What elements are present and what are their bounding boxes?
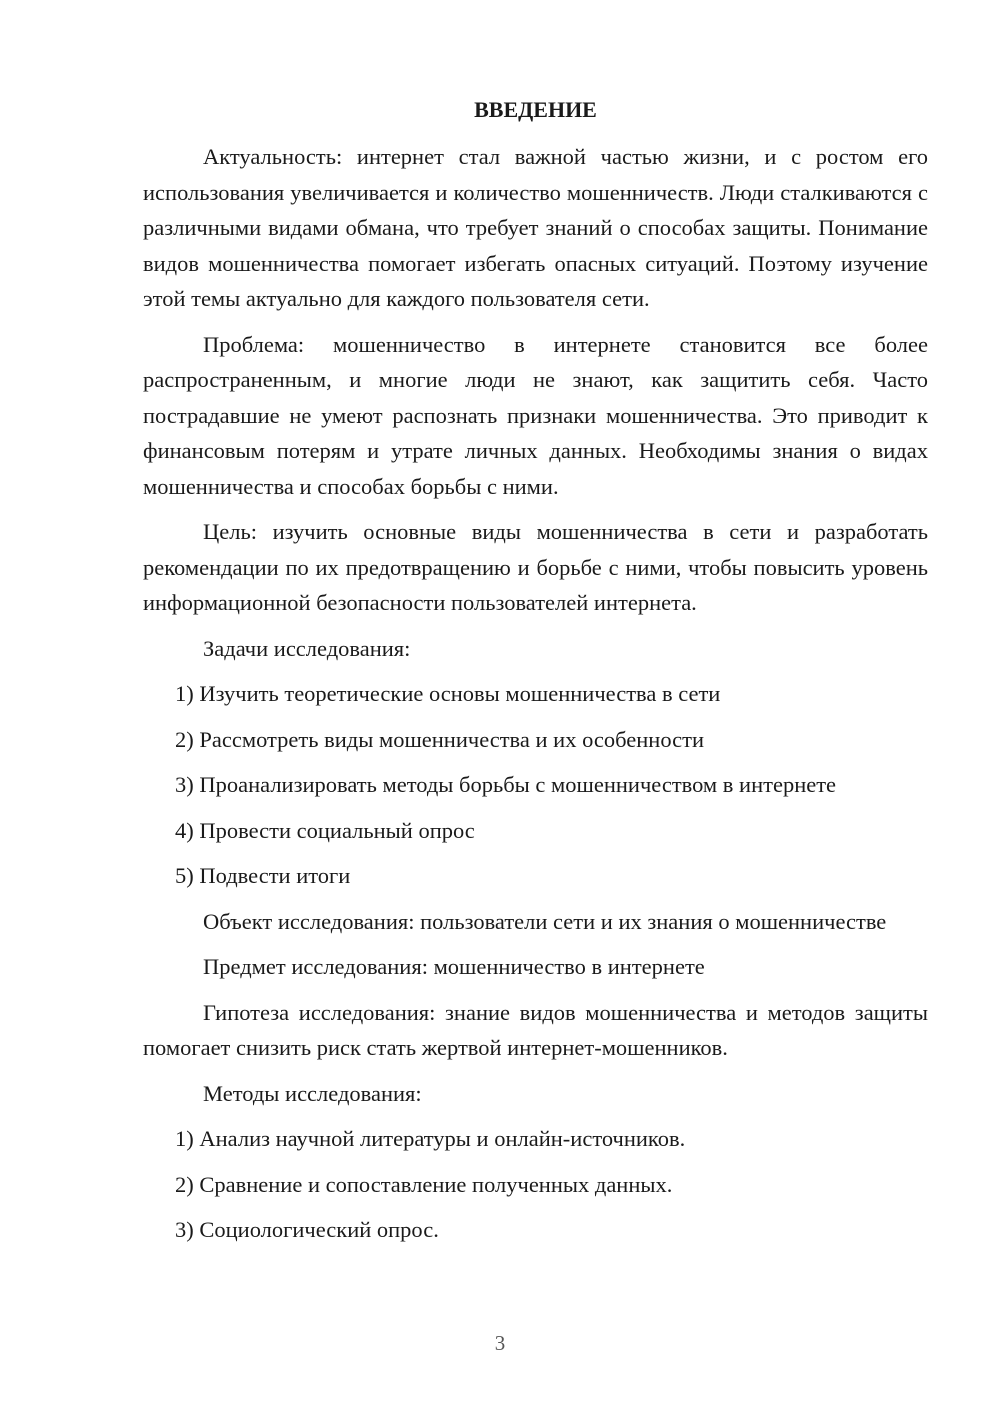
- list-item: 2) Сравнение и сопоставление полученных данных.: [175, 1171, 673, 1197]
- list-item: 1) Анализ научной литературы и онлайн-источников.: [175, 1126, 686, 1151]
- object-paragraph: Объект исследования: пользователи сети и их знания о мошенничестве: [203, 908, 887, 934]
- list-item: 4) Провести социальный опрос: [175, 817, 475, 843]
- list-item: 2) Рассмотреть виды мошенничества и их особенности: [175, 726, 705, 752]
- list-item: 3) Социологический опрос.: [175, 1217, 439, 1242]
- subject-paragraph: Предмет исследования: мошенничество в интернете: [203, 954, 705, 979]
- document-page: [143, 90, 928, 1258]
- relevance-paragraph: Актуальность: интернет стал важной частью жизни, и с ростом его использования увеличивается и количество мошенничеств. Люди сталкиваются с различными видами обмана, что требует знаний о способах защиты. Понимание видов мошенничества помогает избегать опасных ситуаций. Поэтому изучение этой темы актуально для каждого пользователя сети.: [143, 144, 928, 311]
- list-item: 3) Проанализировать методы борьбы с мошенничеством в интернете: [175, 772, 837, 797]
- page-number: 3: [494, 1331, 506, 1355]
- methods-heading: Методы исследования:: [203, 1080, 422, 1106]
- tasks-heading: Задачи исследования:: [203, 635, 411, 661]
- tasks-list: [143, 676, 928, 894]
- list-item: 1) Изучить теоретические основы мошенничества в сети: [175, 681, 721, 706]
- goal-paragraph: Цель: изучить основные виды мошенничества в сети и разработать рекомендации по их предотвращению и борьбе с ними, чтобы повысить уровень информационной безопасности пользователей интернета.: [143, 519, 928, 615]
- methods-list: [143, 1121, 928, 1248]
- problem-paragraph: Проблема: мошенничество в интернете становится все более распространенным, и многие люди не знают, как защитить себя. Часто пострадавшие не умеют распознать признаки мошенничества. Это приводит к финансовым потерям и утрате личных данных. Необходимы знания о видах мошенничества и способах борьбы с ними.: [143, 331, 928, 499]
- section-title: ВВЕДЕНИЕ: [474, 97, 597, 122]
- list-item: 5) Подвести итоги: [175, 863, 351, 888]
- hypothesis-paragraph: Гипотеза исследования: знание видов мошенничества и методов защиты помогает снизить риск стать жертвой интернет-мошенников.: [143, 999, 928, 1060]
